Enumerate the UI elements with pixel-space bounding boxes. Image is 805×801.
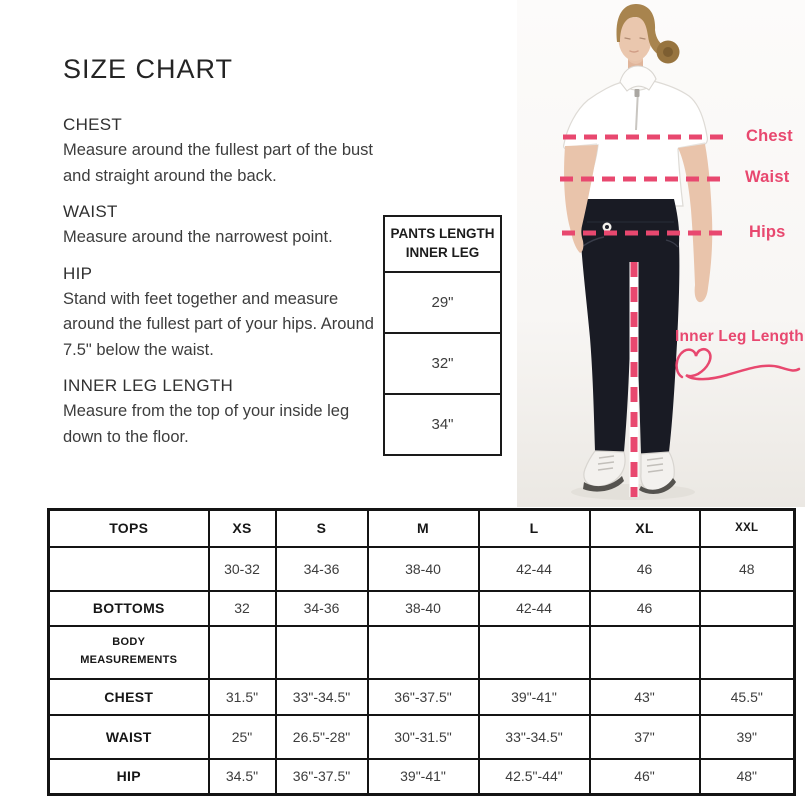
table-row-tops-sizes <box>49 547 795 591</box>
instruction-inner-leg <box>63 376 385 450</box>
table-cell <box>368 626 479 679</box>
column-header-xl: XL <box>590 510 700 547</box>
table-cell: 32" <box>384 333 501 394</box>
table-cell: 32 <box>209 591 276 626</box>
table-cell <box>479 626 590 679</box>
table-row <box>384 333 501 394</box>
table-cell: 33"-34.5" <box>479 715 590 759</box>
row-label <box>49 547 209 591</box>
table-cell: 33"-34.5" <box>276 679 368 715</box>
table-cell: 42-44 <box>479 547 590 591</box>
column-header-s: S <box>276 510 368 547</box>
table-cell: 48 <box>700 547 795 591</box>
model-figure <box>517 0 805 507</box>
inner-leg-line-label: Inner Leg Length <box>675 328 804 345</box>
instruction-chest-body: Measure around the fullest part of the bust and straight around the back. <box>63 141 374 185</box>
table-row-chest <box>49 679 795 715</box>
table-row-body-measurements <box>49 626 795 679</box>
table-cell: 34.5" <box>209 759 276 795</box>
pants-logo-mark <box>605 225 609 229</box>
table-cell: 29" <box>384 272 501 333</box>
table-cell <box>700 591 795 626</box>
table-cell: 39"-41" <box>479 679 590 715</box>
waist-line-label: Waist <box>745 168 790 186</box>
table-cell: 39"-41" <box>368 759 479 795</box>
row-label-text: BODY MEASUREMENTS <box>80 636 178 666</box>
hips-line-label: Hips <box>749 223 786 241</box>
table-cell: 42.5"-44" <box>479 759 590 795</box>
pants-length-header-line1: PANTS LENGTH <box>390 226 495 242</box>
table-row-hip <box>49 759 795 795</box>
table-header-row <box>49 510 795 547</box>
table-row <box>384 272 501 333</box>
column-header-l: L <box>479 510 590 547</box>
table-cell: 48" <box>700 759 795 795</box>
instruction-chest <box>63 115 385 189</box>
table-cell: 26.5"-28" <box>276 715 368 759</box>
instruction-inner-leg-body: Measure from the top of your inside leg down to the floor. <box>63 402 350 446</box>
table-row-waist <box>49 715 795 759</box>
table-cell: 25" <box>209 715 276 759</box>
polo-collar <box>620 66 656 91</box>
table-cell: 34-36 <box>276 591 368 626</box>
measurement-instructions <box>63 54 385 464</box>
table-row-bottoms <box>49 591 795 626</box>
instruction-waist <box>63 202 385 251</box>
row-label-waist: WAIST <box>49 715 209 759</box>
chest-line-label: Chest <box>746 127 793 145</box>
table-cell: 46" <box>590 759 700 795</box>
heart-squiggle-icon <box>677 349 799 379</box>
table-cell: 34-36 <box>276 547 368 591</box>
table-cell: 38-40 <box>368 547 479 591</box>
pants-length-table <box>383 215 502 456</box>
table-cell <box>700 626 795 679</box>
table-cell: 30-32 <box>209 547 276 591</box>
page-title: SIZE CHART <box>63 54 234 84</box>
zipper-pull-icon <box>635 89 640 97</box>
table-cell: 46 <box>590 591 700 626</box>
instruction-inner-leg-heading: INNER LEG LENGTH <box>63 376 234 396</box>
table-cell: 39" <box>700 715 795 759</box>
table-cell: 36"-37.5" <box>368 679 479 715</box>
row-label-hip: HIP <box>49 759 209 795</box>
instruction-hip-body: Stand with feet together and measure around the fullest part of your hips. Around 7.5" below the waist. <box>63 289 374 359</box>
table-cell: 38-40 <box>368 591 479 626</box>
row-label-body-measurements <box>49 626 209 679</box>
table-cell: 43" <box>590 679 700 715</box>
column-header-tops: TOPS <box>49 510 209 547</box>
table-cell <box>276 626 368 679</box>
model-hair-bun-swirl <box>663 47 673 57</box>
table-row <box>384 216 501 272</box>
table-cell: 31.5" <box>209 679 276 715</box>
row-label-chest: CHEST <box>49 679 209 715</box>
instruction-hip-heading: HIP <box>63 263 93 283</box>
table-cell: 45.5" <box>700 679 795 715</box>
row-label-bottoms: BOTTOMS <box>49 591 209 626</box>
instruction-waist-body: Measure around the narrowest point. <box>63 228 333 247</box>
model-left-arm <box>678 144 712 302</box>
table-cell: 36"-37.5" <box>276 759 368 795</box>
size-chart-table <box>47 508 796 796</box>
column-header-xs: XS <box>209 510 276 547</box>
table-cell <box>590 626 700 679</box>
table-cell <box>209 626 276 679</box>
instruction-chest-heading: CHEST <box>63 115 123 134</box>
model-illustration <box>517 0 805 507</box>
pants-length-header-line2: INNER LEG <box>405 245 480 260</box>
table-cell: 46 <box>590 547 700 591</box>
table-cell: 42-44 <box>479 591 590 626</box>
table-row <box>384 394 501 455</box>
column-header-xxl: XXL <box>700 510 795 547</box>
pants-length-table-header <box>384 216 501 272</box>
table-cell: 30"-31.5" <box>368 715 479 759</box>
table-cell: 37" <box>590 715 700 759</box>
column-header-m: M <box>368 510 479 547</box>
instruction-hip <box>63 264 385 364</box>
table-cell: 34" <box>384 394 501 455</box>
instruction-waist-heading: WAIST <box>63 202 118 222</box>
